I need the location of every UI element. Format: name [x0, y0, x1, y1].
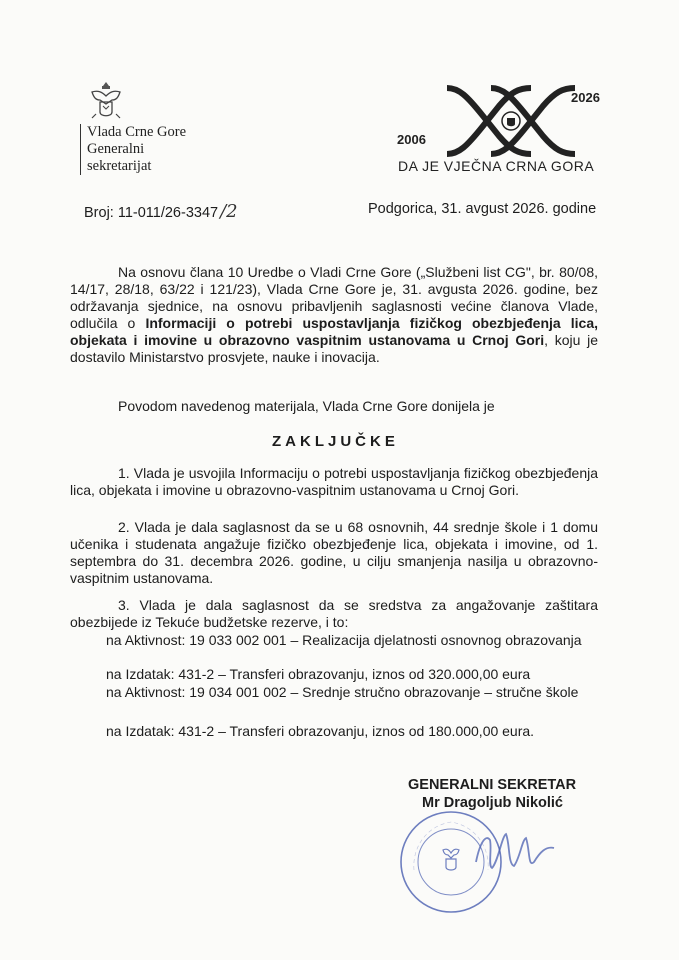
- handwritten-suffix: /2: [220, 201, 238, 222]
- intro-paragraph: [70, 264, 598, 366]
- conclusions-heading: ZAKLJUČKE: [272, 433, 399, 450]
- handwritten-signature: [470, 822, 560, 882]
- signatory-name: Mr Dragoljub Nikolić: [422, 795, 563, 811]
- budget-expense-2: na Izdatak: 431-2 – Transferi obrazovanju, iznos od 180.000,00 eura.: [106, 723, 535, 739]
- conclusion-item-3: 3. Vlada je dala saglasnost da se sredstva za angažovanje zaštitara obezbijede iz Tekuće budžetske rezerve, i to:: [70, 597, 598, 630]
- issuer-unit-line1: Generalni: [87, 141, 145, 157]
- logo-tagline: DA JE VJEČNA CRNA GORA: [398, 158, 595, 174]
- intro-line-2: Povodom navedenog materijala, Vlada Crne Gore donijela je: [118, 398, 495, 414]
- intro-text-2: , koju je dostavilo Ministarstvo prosvjete, nauke i inovacija.: [70, 332, 598, 365]
- budget-expense-1: na Izdatak: 431-2 – Transferi obrazovanju, iznos od 320.000,00 eura: [106, 666, 531, 682]
- budget-activity-1: na Aktivnost: 19 033 002 001 – Realizacija djelatnosti osnovnog obrazovanja: [106, 632, 582, 648]
- intro-subject-bold: Informaciji o potrebi uspostavljanja fizičkog obezbjeđenja lica, objekata i imovine u obrazovno vaspitnim ustanovama u Crnoj Gori: [70, 315, 599, 348]
- budget-activity-2: na Aktivnost: 19 034 001 002 – Srednje stručno obrazovanje – stručne škole: [106, 684, 579, 700]
- signatory-title: GENERALNI SEKRETAR: [408, 777, 577, 793]
- logo-year-start: 2006: [397, 132, 426, 147]
- issuer-unit-line2: sekretarijat: [87, 158, 152, 174]
- reference-number: [84, 201, 238, 222]
- intro-text-1: Na osnovu člana 10 Uredbe o Vladi Crne Gore („Službeni list CG", br. 80/08, 14/17, 28/18, 63/22 i 121/23), Vlada Crne Gore je, 31. avgusta 2026. godine, bez održavanja sjednice, na osnovu pribavljenih saglasnosti većine članova Vlade, odlučila o: [70, 264, 598, 331]
- issuer-name: Vlada Crne Gore: [87, 124, 187, 140]
- issuer-block: [80, 124, 186, 175]
- conclusion-item-1: 1. Vlada je usvojila Informaciju o potrebi uspostavljanja fizičkog obezbjeđenja lica, objekata i imovine u obrazovno-vaspitnim ustanovama u Crnoj Gori.: [70, 465, 598, 498]
- reference-number-text: Broj: 11-011/26-3347: [84, 205, 219, 221]
- coat-of-arms-icon: [84, 78, 128, 124]
- conclusion-item-2: 2. Vlada je dala saglasnost da se u 68 osnovnih, 44 srednje škole i 1 domu učenika i studenata angažuje fizičko obezbjeđenje lica, objekata i imovine, od 1. septembra do 31. decembra 2026. godine, u cilju smanjenja nasilja u obrazovno-vaspitnim ustanovama.: [70, 519, 598, 586]
- logo-year-end: 2026: [571, 90, 600, 105]
- place-and-date: Podgorica, 31. avgust 2026. godine: [368, 201, 597, 217]
